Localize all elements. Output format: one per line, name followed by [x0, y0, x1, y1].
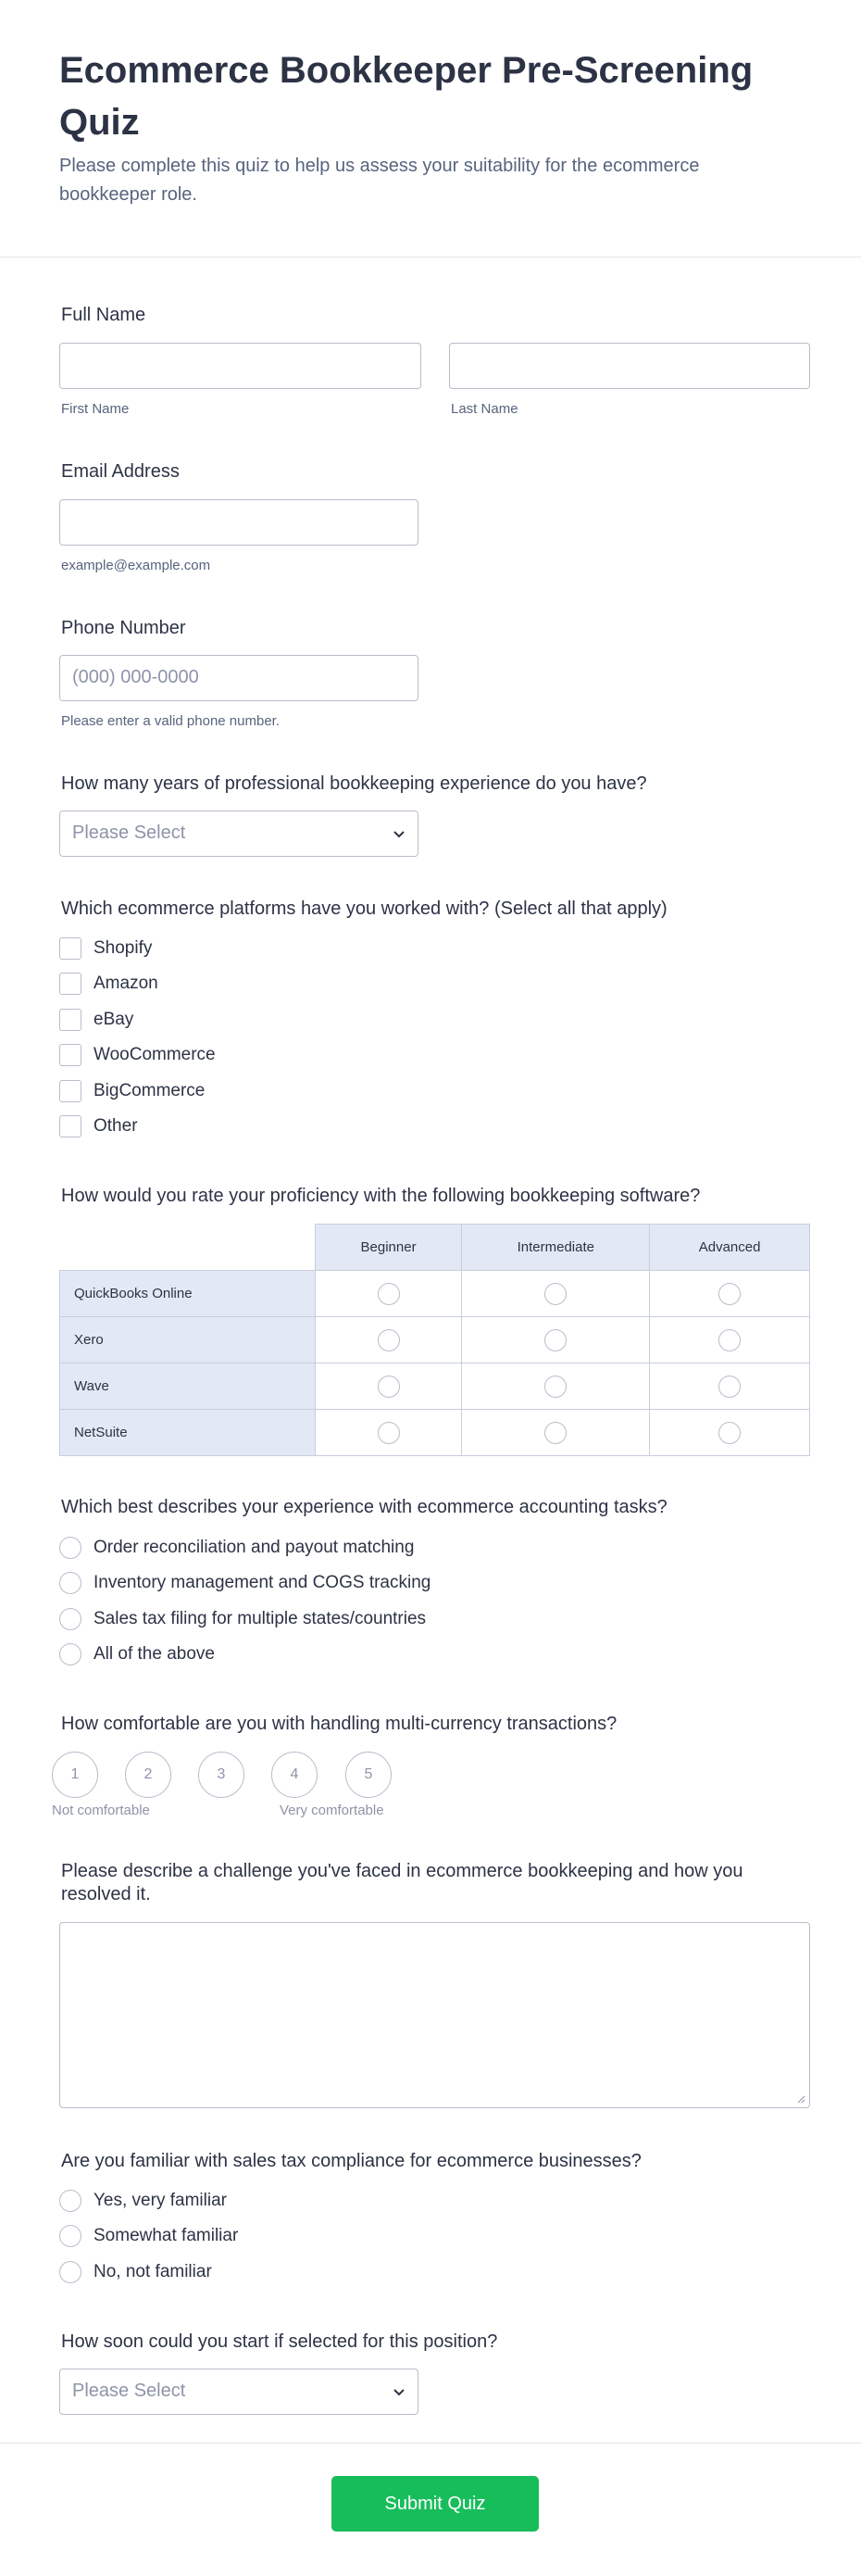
- task-option-label: All of the above: [94, 1644, 215, 1664]
- last-name-input[interactable]: [449, 343, 810, 389]
- matrix-radio[interactable]: [718, 1329, 741, 1351]
- platform-option-label: WooCommerce: [94, 1045, 216, 1064]
- matrix-row: [60, 1271, 810, 1317]
- matrix-radio[interactable]: [718, 1422, 741, 1444]
- scale-option-2[interactable]: 2: [125, 1752, 171, 1798]
- task-option-label: Order reconciliation and payout matching: [94, 1538, 415, 1557]
- matrix-radio[interactable]: [544, 1283, 567, 1305]
- matrix-radio[interactable]: [544, 1422, 567, 1444]
- matrix-radio[interactable]: [378, 1329, 400, 1351]
- radio[interactable]: [59, 1643, 81, 1665]
- radio[interactable]: [59, 2261, 81, 2283]
- task-option[interactable]: [59, 1642, 215, 1666]
- matrix-radio[interactable]: [544, 1376, 567, 1398]
- matrix-radio[interactable]: [378, 1376, 400, 1398]
- platform-option-ebay[interactable]: [59, 1008, 133, 1032]
- scale-min-label: Not comfortable: [52, 1803, 150, 1818]
- checkbox[interactable]: [59, 1044, 81, 1066]
- platform-option-label: eBay: [94, 1010, 134, 1029]
- checkbox[interactable]: [59, 973, 81, 995]
- platform-option-label: Other: [94, 1116, 138, 1136]
- matrix-row-header: Xero: [60, 1317, 316, 1363]
- matrix-column-header: Beginner: [315, 1225, 462, 1271]
- checkbox[interactable]: [59, 1115, 81, 1137]
- experience-select[interactable]: [59, 810, 418, 857]
- checkbox[interactable]: [59, 1009, 81, 1031]
- challenge-label: Please describe a challenge you've faced in ecommerce bookkeeping and how you resolved it.: [61, 1861, 743, 1904]
- scale-max-label: Very comfortable: [280, 1803, 384, 1818]
- matrix-row-header: QuickBooks Online: [60, 1271, 316, 1317]
- last-name-sublabel: Last Name: [451, 401, 518, 417]
- matrix-row-header: Wave: [60, 1363, 316, 1410]
- radio[interactable]: [59, 1537, 81, 1559]
- email-input[interactable]: [59, 499, 418, 546]
- sales-tax-option-label: Somewhat familiar: [94, 2226, 239, 2245]
- platform-option-other[interactable]: [59, 1114, 138, 1138]
- matrix-radio[interactable]: [718, 1283, 741, 1305]
- matrix-radio[interactable]: [378, 1283, 400, 1305]
- experience-placeholder: Please Select: [72, 823, 186, 843]
- task-option-label: Sales tax filing for multiple states/countries: [94, 1609, 427, 1628]
- software-matrix: [59, 1224, 810, 1456]
- matrix-corner: [60, 1225, 316, 1271]
- experience-label: How many years of professional bookkeeping experience do you have?: [61, 773, 647, 794]
- start-label: How soon could you start if selected for this position?: [61, 2331, 498, 2352]
- radio[interactable]: [59, 2225, 81, 2247]
- checkbox[interactable]: [59, 1080, 81, 1102]
- resize-handle-icon[interactable]: [796, 2094, 805, 2104]
- platform-option-bigcommerce[interactable]: [59, 1079, 205, 1103]
- platform-option-label: BigCommerce: [94, 1081, 206, 1100]
- radio[interactable]: [59, 2190, 81, 2212]
- platforms-label: Which ecommerce platforms have you worked with? (Select all that apply): [61, 898, 668, 919]
- scale-option-5[interactable]: 5: [345, 1752, 392, 1798]
- scale-option-4[interactable]: 4: [271, 1752, 318, 1798]
- platform-option-shopify[interactable]: [59, 936, 152, 961]
- sales-tax-option-label: Yes, very familiar: [94, 2191, 227, 2210]
- checkbox[interactable]: [59, 937, 81, 960]
- form-header: [0, 0, 861, 258]
- email-label: Email Address: [61, 461, 180, 482]
- start-select[interactable]: [59, 2369, 418, 2415]
- sales-tax-option-label: No, not familiar: [94, 2262, 212, 2281]
- task-option[interactable]: [59, 1536, 414, 1560]
- phone-input[interactable]: [59, 655, 418, 701]
- phone-label: Phone Number: [61, 618, 186, 638]
- email-sublabel: example@example.com: [61, 558, 211, 573]
- sales-tax-option[interactable]: [59, 2260, 212, 2284]
- tasks-label: Which best describes your experience with ecommerce accounting tasks?: [61, 1497, 668, 1517]
- matrix-radio[interactable]: [544, 1329, 567, 1351]
- page-subtitle: Please complete this quiz to help us assess your suitability for the ecommerce bookkeeper role.: [59, 156, 700, 205]
- matrix-row-header: NetSuite: [60, 1410, 316, 1456]
- chevron-down-icon: [392, 2384, 406, 2399]
- platform-option-label: Shopify: [94, 938, 153, 958]
- matrix-column-header: Advanced: [650, 1225, 810, 1271]
- sales-tax-option[interactable]: [59, 2189, 227, 2213]
- first-name-sublabel: First Name: [61, 401, 130, 417]
- matrix-row: [60, 1363, 810, 1410]
- submit-button[interactable]: Submit Quiz: [331, 2476, 539, 2532]
- full-name-label: Full Name: [61, 305, 146, 325]
- task-option-label: Inventory management and COGS tracking: [94, 1573, 431, 1592]
- matrix-row: [60, 1410, 810, 1456]
- radio[interactable]: [59, 1608, 81, 1630]
- scale-option-1[interactable]: 1: [52, 1752, 98, 1798]
- page-title: Ecommerce Bookkeeper Pre-Screening Quiz: [59, 50, 754, 143]
- task-option[interactable]: [59, 1571, 430, 1595]
- sales-tax-option[interactable]: [59, 2224, 238, 2248]
- matrix-radio[interactable]: [718, 1376, 741, 1398]
- task-option[interactable]: [59, 1607, 426, 1631]
- start-placeholder: Please Select: [72, 2381, 186, 2401]
- platform-option-woocommerce[interactable]: [59, 1043, 216, 1067]
- first-name-input[interactable]: [59, 343, 421, 389]
- matrix-row: [60, 1317, 810, 1363]
- matrix-radio[interactable]: [378, 1422, 400, 1444]
- phone-placeholder: (000) 000-0000: [72, 667, 199, 687]
- currency-label: How comfortable are you with handling multi-currency transactions?: [61, 1714, 618, 1734]
- chevron-down-icon: [392, 826, 406, 841]
- radio[interactable]: [59, 1572, 81, 1594]
- matrix-column-header: Intermediate: [462, 1225, 650, 1271]
- platform-option-label: Amazon: [94, 974, 158, 993]
- platform-option-amazon[interactable]: [59, 972, 158, 996]
- sales-tax-label: Are you familiar with sales tax compliance for ecommerce businesses?: [61, 2151, 642, 2171]
- software-label: How would you rate your proficiency with the following bookkeeping software?: [61, 1186, 701, 1206]
- phone-sublabel: Please enter a valid phone number.: [61, 713, 280, 729]
- challenge-textarea[interactable]: [59, 1922, 810, 2108]
- scale-option-3[interactable]: 3: [198, 1752, 244, 1798]
